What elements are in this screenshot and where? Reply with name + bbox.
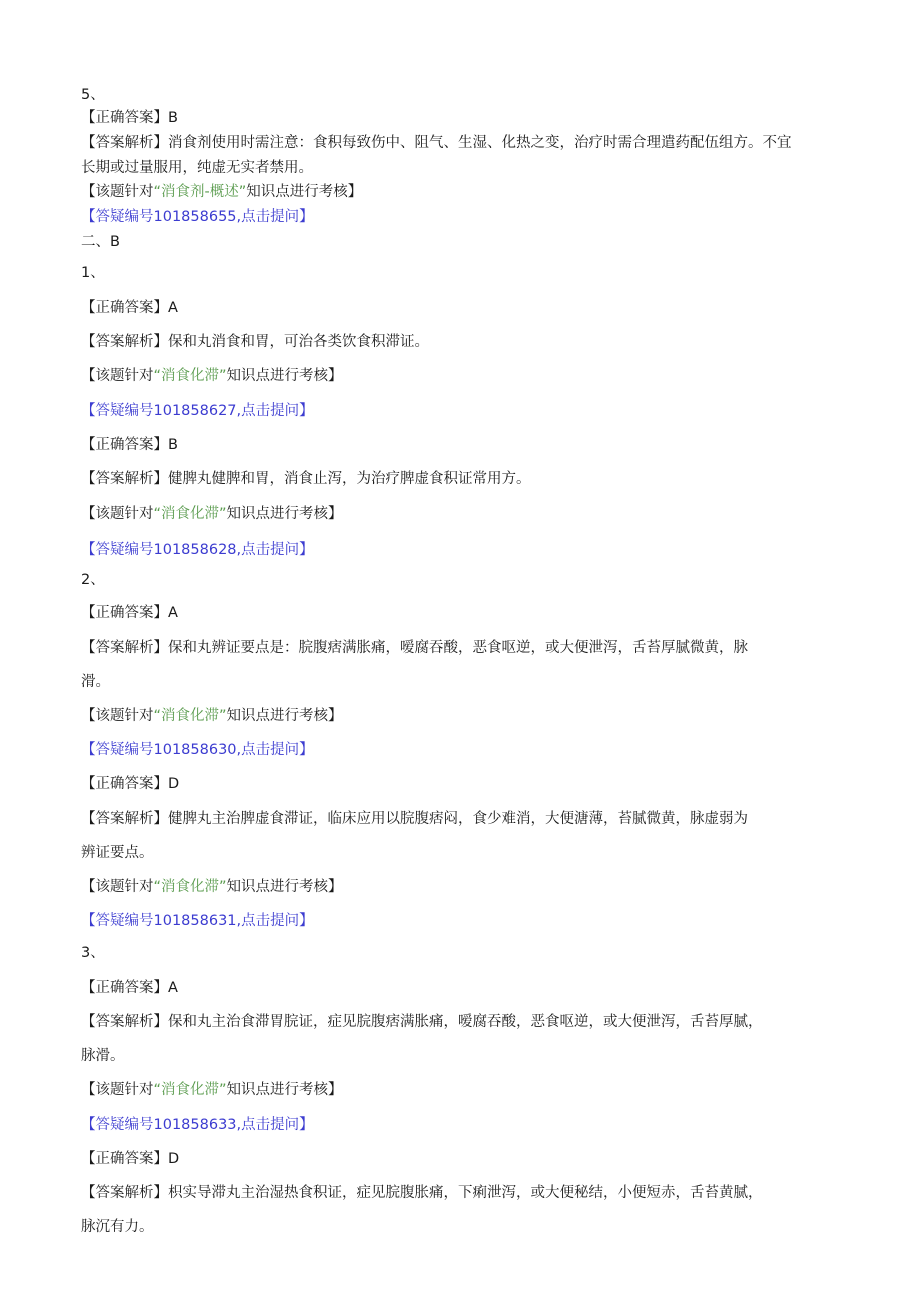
correct-answer: 【正确答案】D bbox=[81, 776, 180, 792]
topic-name: “消食剂-概述” bbox=[153, 184, 247, 200]
answer-analysis-cont: 脉滑。 bbox=[81, 1048, 125, 1064]
answer-analysis: 【答案解析】保和丸主治食滞胃脘证，症见脘腹痞满胀痛，嗳腐吞酸，恶食呕逆，或大便泄泻，舌苔厚腻， bbox=[81, 1014, 763, 1030]
topic-suffix: 知识点进行考核】 bbox=[226, 708, 343, 724]
topic-name: “消食化滞” bbox=[153, 1082, 227, 1098]
topic-prefix: 【该题针对 bbox=[81, 708, 154, 724]
correct-answer: 【正确答案】D bbox=[81, 1151, 180, 1167]
qa-link[interactable]: 【答疑编号101858655,点击提问】 bbox=[81, 209, 314, 225]
topic-suffix: 知识点进行考核】 bbox=[226, 879, 343, 895]
correct-answer: 【正确答案】A bbox=[81, 605, 178, 621]
topic-suffix: 知识点进行考核】 bbox=[226, 1082, 343, 1098]
qa-link[interactable]: 【答疑编号101858627,点击提问】 bbox=[81, 403, 314, 419]
topic-line bbox=[81, 182, 362, 202]
topic-suffix: 知识点进行考核】 bbox=[226, 368, 343, 384]
topic-line bbox=[81, 504, 343, 524]
answer-analysis: 【答案解析】健脾丸主治脾虚食滞证，临床应用以脘腹痞闷，食少难消，大便溏薄，苔腻微黄，脉虚弱为 bbox=[81, 811, 748, 827]
correct-answer: 【正确答案】A bbox=[81, 980, 178, 996]
topic-name: “消食化滞” bbox=[153, 368, 227, 384]
correct-answer: 【正确答案】A bbox=[81, 300, 178, 316]
topic-line bbox=[81, 706, 343, 726]
answer-analysis-cont: 滑。 bbox=[81, 674, 110, 690]
topic-prefix: 【该题针对 bbox=[81, 368, 154, 384]
topic-name: “消食化滞” bbox=[153, 708, 227, 724]
topic-suffix: 知识点进行考核】 bbox=[226, 506, 343, 522]
topic-name: “消食化滞” bbox=[153, 506, 227, 522]
question-number: 2、 bbox=[81, 572, 105, 588]
topic-name: “消食化滞” bbox=[153, 879, 227, 895]
answer-analysis: 【答案解析】保和丸消食和胃，可治各类饮食积滞证。 bbox=[81, 334, 429, 350]
answer-analysis: 【答案解析】健脾丸健脾和胃，消食止泻，为治疗脾虚食积证常用方。 bbox=[81, 471, 531, 487]
topic-prefix: 【该题针对 bbox=[81, 879, 154, 895]
question-number: 1、 bbox=[81, 265, 105, 281]
question-number: 5、 bbox=[81, 87, 105, 103]
qa-link[interactable]: 【答疑编号101858633,点击提问】 bbox=[81, 1117, 314, 1133]
question-number: 3、 bbox=[81, 945, 105, 961]
topic-line bbox=[81, 1080, 343, 1100]
qa-link[interactable]: 【答疑编号101858628,点击提问】 bbox=[81, 542, 314, 558]
topic-line bbox=[81, 366, 343, 386]
answer-analysis-cont: 脉沉有力。 bbox=[81, 1219, 154, 1235]
answer-analysis-cont: 长期或过量服用，纯虚无实者禁用。 bbox=[81, 160, 313, 176]
topic-suffix: 知识点进行考核】 bbox=[246, 184, 363, 200]
topic-line bbox=[81, 877, 343, 897]
answer-analysis: 【答案解析】枳实导滞丸主治湿热食积证，症见脘腹胀痛，下痢泄泻，或大便秘结，小便短赤，舌苔黄腻， bbox=[81, 1185, 763, 1201]
qa-link[interactable]: 【答疑编号101858631,点击提问】 bbox=[81, 913, 314, 929]
section-heading: 二、B bbox=[81, 234, 120, 250]
answer-analysis: 【答案解析】消食剂使用时需注意：食积每致伤中、阻气、生湿、化热之变，治疗时需合理遣药配伍组方。不宜 bbox=[81, 135, 792, 151]
answer-analysis-cont: 辨证要点。 bbox=[81, 845, 154, 861]
correct-answer: 【正确答案】B bbox=[81, 437, 178, 453]
correct-answer: 【正确答案】B bbox=[81, 110, 178, 126]
qa-link[interactable]: 【答疑编号101858630,点击提问】 bbox=[81, 742, 314, 758]
topic-prefix: 【该题针对 bbox=[81, 506, 154, 522]
topic-prefix: 【该题针对 bbox=[81, 1082, 154, 1098]
topic-prefix: 【该题针对 bbox=[81, 184, 154, 200]
answer-analysis: 【答案解析】保和丸辨证要点是：脘腹痞满胀痛，嗳腐吞酸，恶食呕逆，或大便泄泻，舌苔厚腻微黄，脉 bbox=[81, 640, 748, 656]
